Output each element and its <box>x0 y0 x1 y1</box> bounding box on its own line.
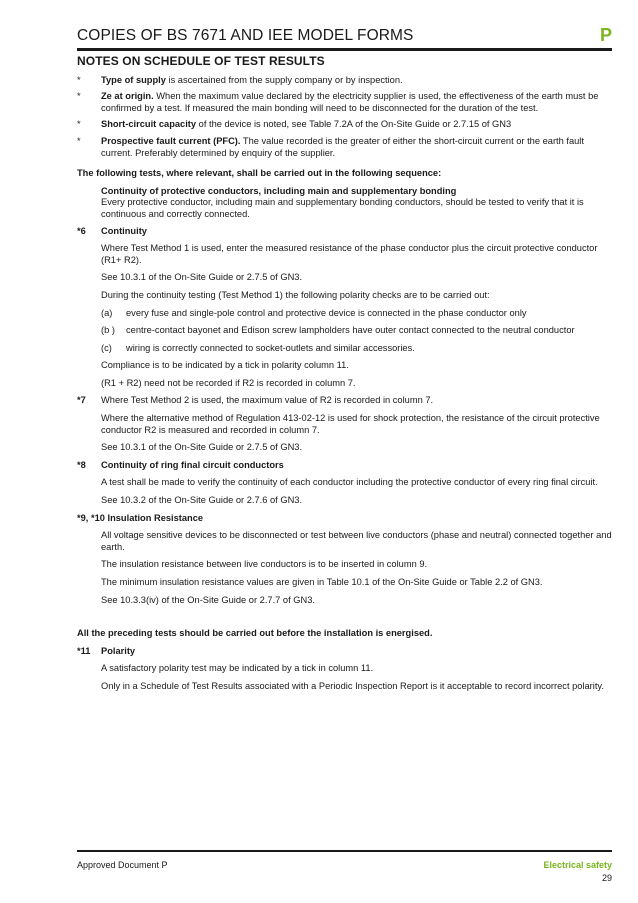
continuity-block <box>77 186 612 221</box>
paragraph: A test shall be made to verify the continuity of each conductor including the protective conductor of every ring final circuit. <box>101 477 598 488</box>
section-title: *9, *10 Insulation Resistance <box>77 512 204 523</box>
section-9-10-heading <box>77 513 612 525</box>
continuity-block-text: Every protective conductor, including main and supplementary bonding conductors, should be tested to verify that it is continuous and correctly connected. <box>101 197 584 219</box>
bullet-text: When the maximum value declared by the electricity supplier is used, the effectiveness of the earth must be confirmed by a test. If measured the main bonding will need to be disconnected for the duration of the test. <box>101 91 599 113</box>
list-label: (b ) <box>101 325 115 336</box>
section-number: *6 <box>77 225 86 236</box>
paragraph: See 10.3.1 of the On-Site Guide or 2.7.5 of GN3. <box>101 442 303 453</box>
bullet-item <box>77 136 612 159</box>
paragraph: See 10.3.2 of the On-Site Guide or 2.7.6 of GN3. <box>101 495 303 506</box>
page-heading: NOTES ON SCHEDULE OF TEST RESULTS <box>77 54 325 68</box>
section-6-heading <box>77 226 612 238</box>
preceding-tests-note: All the preceding tests should be carried out before the installation is energised. <box>77 628 433 639</box>
bullet-item <box>77 91 612 114</box>
bullet-item <box>77 119 612 131</box>
section-text: Where Test Method 2 is used, the maximum value of R2 is recorded in column 7. <box>101 395 434 406</box>
sequence-heading: The following tests, where relevant, shall be carried out in the following sequence: <box>77 168 442 179</box>
footer-rule <box>77 850 612 852</box>
list-item <box>77 325 612 337</box>
section-letter: P <box>599 25 612 45</box>
continuity-block-title: Continuity of protective conductors, including main and supplementary bonding <box>101 185 457 196</box>
bullet-mark: * <box>77 135 81 146</box>
header-title: COPIES OF BS 7671 AND IEE MODEL FORMS <box>77 27 414 44</box>
bullet-item <box>77 75 612 87</box>
spacer <box>77 612 612 624</box>
list-item <box>77 343 612 355</box>
paragraph: See 10.3.1 of the On-Site Guide or 2.7.5 of GN3. <box>101 272 303 283</box>
bullet-text: is ascertained from the supply company or by inspection. <box>165 74 403 85</box>
list-text: every fuse and single-pole control and protective device is connected in the phase conductor only <box>126 307 527 318</box>
bullet-term: Short-circuit capacity <box>101 119 197 130</box>
footer-document-name: Approved Document P <box>77 860 168 870</box>
section-8-heading <box>77 460 612 472</box>
paragraph: Where the alternative method of Regulation 413-02-12 is used for shock protection, the resistance of the circuit protective conductor R2 is measured and recorded in column 7. <box>101 413 600 435</box>
section-number: *7 <box>77 395 86 406</box>
list-text: centre-contact bayonet and Edison screw lampholders have outer contact connected to the neutral conductor <box>126 325 575 336</box>
paragraph: During the continuity testing (Test Method 1) the following polarity checks are to be carried out: <box>101 289 490 300</box>
paragraph: The minimum insulation resistance values are given in Table 10.1 of the On-Site Guide or Table 2.2 of GN3. <box>101 577 543 587</box>
section-title: Continuity of ring final circuit conductors <box>101 459 284 470</box>
footer-section-name: Electrical safety <box>543 860 612 870</box>
bullet-term: Type of supply <box>101 74 166 85</box>
section-7-heading <box>77 395 612 407</box>
paragraph: The insulation resistance between live conductors is to be inserted in column 9. <box>101 559 428 570</box>
paragraph: Where Test Method 1 is used, enter the measured resistance of the phase conductor plus the circuit protective conductor (R1+ R2). <box>101 243 598 265</box>
bullet-term: Ze at origin. <box>101 91 154 102</box>
bullet-mark: * <box>77 119 81 130</box>
bullet-mark: * <box>77 91 81 102</box>
page-number: 29 <box>601 873 612 883</box>
bullet-mark: * <box>77 74 81 85</box>
paragraph: See 10.3.3(iv) of the On-Site Guide or 2.7.7 of GN3. <box>101 594 315 605</box>
section-title: Polarity <box>101 645 136 656</box>
page-header <box>77 27 612 49</box>
section-number: *11 <box>77 645 91 656</box>
list-text: wiring is correctly connected to socket-outlets and similar accessories. <box>126 342 415 353</box>
header-rule <box>77 48 612 51</box>
list-label: (c) <box>101 342 112 353</box>
list-label: (a) <box>101 307 113 318</box>
paragraph: A satisfactory polarity test may be indicated by a tick in column 11. <box>101 663 374 674</box>
bullet-text: The value recorded is the greater of either the short-circuit current or the earth fault current. Preferably determined by enquiry of the supplier. <box>101 135 584 158</box>
section-11-heading <box>77 646 612 658</box>
section-title: Continuity <box>101 225 147 236</box>
paragraph: Only in a Schedule of Test Results associated with a Periodic Inspection Report is it acceptable to record incorrect polarity. <box>101 680 604 691</box>
bullet-term: Prospective fault current (PFC). <box>101 135 241 146</box>
paragraph: Compliance is to be indicated by a tick in polarity column 11. <box>101 360 349 371</box>
section-number: *8 <box>77 459 86 470</box>
paragraph: All voltage sensitive devices to be disconnected or test between live conductors (phase and neutral) connected together and earth. <box>101 530 612 552</box>
paragraph: (R1 + R2) need not be recorded if R2 is recorded in column 7. <box>101 377 356 388</box>
list-item <box>77 308 612 320</box>
bullet-text: of the device is noted, see Table 7.2A of the On-Site Guide or 2.7.15 of GN3 <box>196 119 512 130</box>
main-content <box>77 56 612 699</box>
